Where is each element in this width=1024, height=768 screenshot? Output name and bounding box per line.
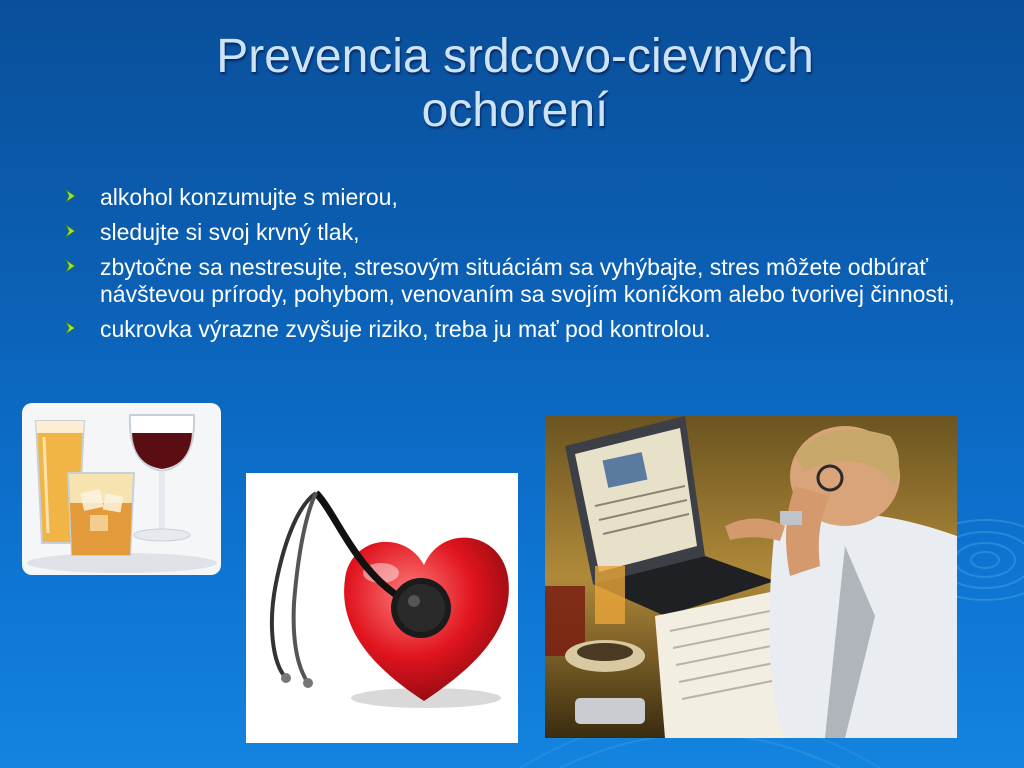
bullet-text: zbytočne sa nestresujte, stresovým situáciám sa vyhýbajte, stres môžete odbúrať návštevou prírody, pohybom, venovaním sa svojím koníčkom alebo tvorivej činnosti, — [100, 254, 955, 307]
bullet-item — [62, 254, 962, 308]
slide-title-line-2: ochorení — [421, 84, 609, 137]
heart-stethoscope-photo — [246, 473, 518, 743]
bullet-item — [62, 219, 962, 246]
stressed-man-laptop-photo — [545, 416, 957, 738]
bullet-text: cukrovka výrazne zvyšuje riziko, treba ju mať pod kontrolou. — [100, 316, 711, 342]
bullet-text: alkohol konzumujte s mierou, — [100, 184, 398, 210]
arrow-bullet-icon — [64, 318, 78, 338]
arrow-bullet-icon — [64, 186, 78, 206]
slide-title — [90, 30, 940, 138]
arrow-bullet-icon — [64, 221, 78, 241]
drinks-photo — [22, 403, 221, 575]
bullet-item — [62, 316, 962, 343]
bullet-text: sledujte si svoj krvný tlak, — [100, 219, 360, 245]
slide-title-line-1: Prevencia srdcovo-cievnych — [216, 30, 814, 83]
bullet-list — [62, 184, 962, 351]
bullet-item — [62, 184, 962, 211]
arrow-bullet-icon — [64, 256, 78, 276]
